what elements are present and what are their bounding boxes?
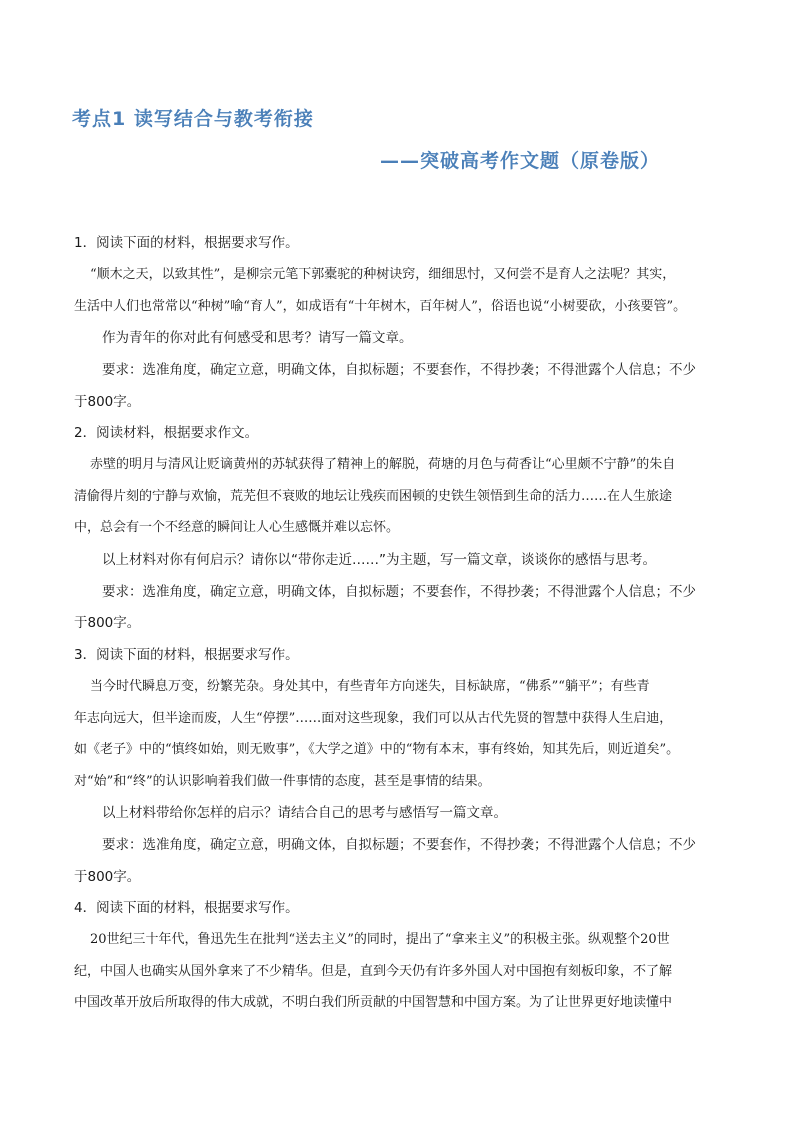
question-3-task: 以上材料带给你怎样的启示？请结合自己的思考与感悟写一篇文章。 xyxy=(102,805,507,821)
question-2-requirement-cont: 于800字。 xyxy=(74,615,141,631)
question-1-requirement-cont: 于800字。 xyxy=(74,394,141,410)
question-3-prompt: 3．阅读下面的材料，根据要求写作。 xyxy=(74,647,299,663)
question-1-task: 作为青年的你对此有何感受和思考？请写一篇文章。 xyxy=(102,330,413,346)
question-2-material-line: 赤壁的明月与清风让贬谪黄州的苏轼获得了精神上的解脱，荷塘的月色与荷香让“心里颇不宁静”的朱自 xyxy=(90,457,676,472)
question-3-material-line: 如《老子》中的“慎终如始，则无败事”，《大学之道》中的“物有本末，事有终始，知其先后，则近道矣”。 xyxy=(74,742,680,757)
question-2-material-line: 清偷得片刻的宁静与欢愉，荒芜但不衰败的地坛让残疾而困顿的史铁生领悟到生命的活力……在人生旅途 xyxy=(74,489,673,504)
question-4-material-line: 纪，中国人也确实从国外拿来了不少精华。但是，直到今天仍有许多外国人对中国抱有刻板印象，不了解 xyxy=(74,964,673,979)
question-3-requirement-cont: 于800字。 xyxy=(74,869,141,885)
question-1-material-line: 生活中人们也常常以“种树”喻“育人”，如成语有“十年树木，百年树人”，俗语也说“小树要砍，小孩要管”。 xyxy=(74,299,687,314)
question-2-requirement: 要求：选准角度，确定立意，明确文体，自拟标题；不要套作，不得抄袭；不得泄露个人信息；不少 xyxy=(102,584,696,600)
question-1-requirement: 要求：选准角度，确定立意，明确文体，自拟标题；不要套作，不得抄袭；不得泄露个人信息；不少 xyxy=(102,362,696,378)
question-4-material-line: 中国改革开放后所取得的伟大成就，不明白我们所贡献的中国智慧和中国方案。为了让世界更好地读懂中 xyxy=(74,995,673,1010)
question-1-material-line: “顺木之天，以致其性”，是柳宗元笔下郭橐驼的种树诀窍，细细思忖，又何尝不是育人之法呢？其实， xyxy=(90,267,676,282)
question-3-requirement: 要求：选准角度，确定立意，明确文体，自拟标题；不要套作，不得抄袭；不得泄露个人信息；不少 xyxy=(102,837,696,853)
question-3-material-line: 当今时代瞬息万变，纷繁芜杂。身处其中，有些青年方向迷失，目标缺席，“佛系”“躺平”；有些青 xyxy=(90,679,650,694)
question-2-prompt: 2．阅读材料，根据要求作文。 xyxy=(74,425,259,441)
question-2-task: 以上材料对你有何启示？请你以“带你走近……”为主题，写一篇文章，谈谈你的感悟与思考。 xyxy=(102,552,656,568)
question-2-material-line: 中，总会有一个不经意的瞬间让人心生感慨并难以忘怀。 xyxy=(74,520,400,535)
page-title: 考点1 读写结合与教考衔接 xyxy=(72,108,314,130)
question-4-material-line: 20世纪三十年代，鲁迅先生在批判“送去主义”的同时，提出了“拿来主义”的积极主张。纵观整个20世 xyxy=(90,932,670,947)
question-1-prompt: 1．阅读下面的材料，根据要求写作。 xyxy=(74,235,299,251)
question-3-material-line: 年志向远大，但半途而废，人生“停摆”……面对这些现象，我们可以从古代先贤的智慧中获得人生启迪， xyxy=(74,711,673,726)
page-subtitle: ——突破高考作文题（原卷版） xyxy=(380,150,661,172)
question-3-material-line: 对“始”和“终”的认识影响着我们做一件事情的态度，甚至是事情的结果。 xyxy=(74,774,491,789)
question-4-prompt: 4．阅读下面的材料，根据要求写作。 xyxy=(74,900,299,916)
